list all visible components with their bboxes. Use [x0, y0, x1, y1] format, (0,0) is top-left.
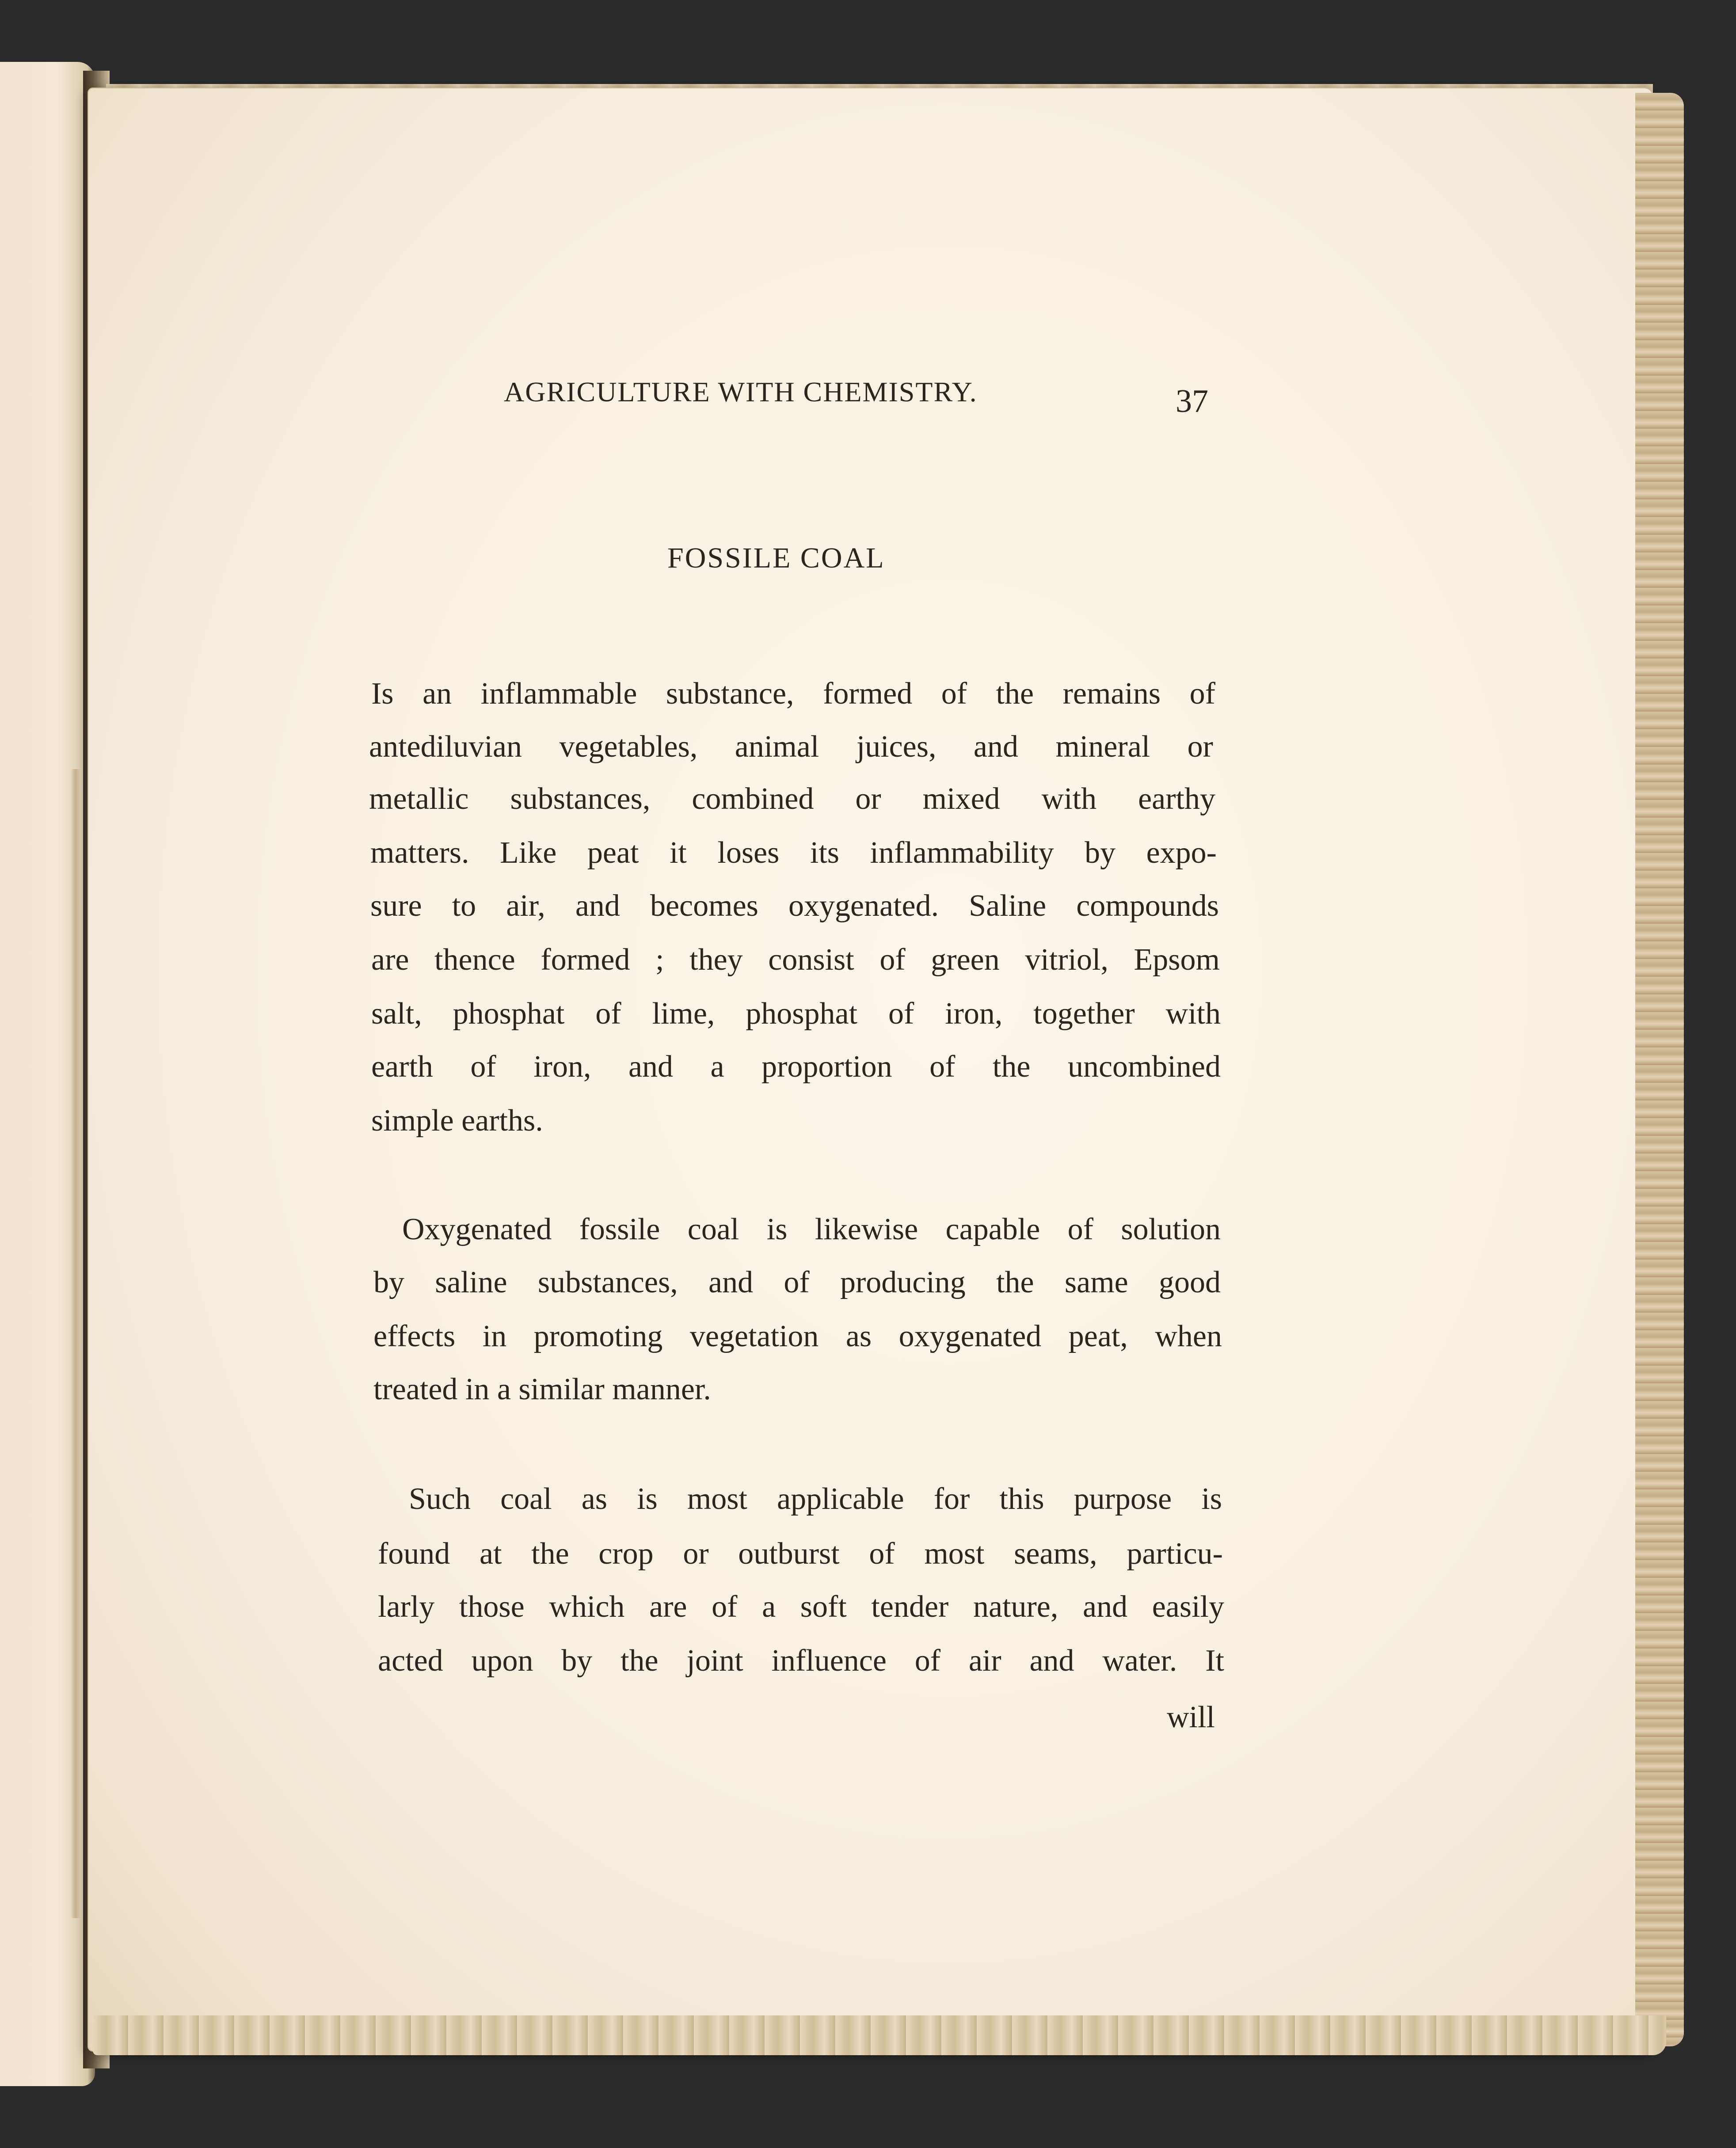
- catchword: will: [1167, 1700, 1215, 1734]
- running-head: AGRICULTURE WITH CHEMISTRY.: [504, 376, 978, 408]
- text-line: antediluvian vegetables, animal juices, and mineral or: [369, 730, 1213, 764]
- text-line: treated in a similar manner.: [373, 1372, 711, 1406]
- left-page-edge: [0, 62, 95, 2086]
- text-line: matters. Like peat it loses its inflammability by expo-: [370, 836, 1217, 870]
- text-line: effects in promoting vegetation as oxygenated peat, when: [373, 1319, 1222, 1353]
- text-line: Oxygenated fossile coal is likewise capable of solution: [402, 1212, 1221, 1246]
- text-line: larly those which are of a soft tender nature, and easily: [378, 1590, 1224, 1624]
- text-line: simple earths.: [371, 1104, 543, 1138]
- page-bottom-edge: [93, 2015, 1666, 2055]
- text-line: sure to air, and becomes oxygenated. Saline compounds: [370, 889, 1219, 923]
- text-line: found at the crop or outburst of most seams, particu-: [378, 1537, 1223, 1571]
- text-line: are thence formed ; they consist of green vitriol, Epsom: [371, 943, 1220, 977]
- page-fore-edge: [1635, 93, 1684, 2046]
- text-line: Such coal as is most applicable for this purpose is: [409, 1482, 1222, 1516]
- page-number: 37: [1176, 383, 1208, 419]
- text-line: by saline substances, and of producing the same good: [373, 1265, 1221, 1299]
- text-line: earth of iron, and a proportion of the uncombined: [371, 1050, 1221, 1084]
- text-line: acted upon by the joint influence of air and water. It: [378, 1644, 1224, 1678]
- text-line: salt, phosphat of lime, phosphat of iron, together with: [371, 997, 1221, 1031]
- text-line: metallic substances, combined or mixed with earthy: [369, 782, 1215, 816]
- section-title: FOSSILE COAL: [667, 542, 885, 574]
- text-line: Is an inflammable substance, formed of the remains of: [371, 677, 1215, 711]
